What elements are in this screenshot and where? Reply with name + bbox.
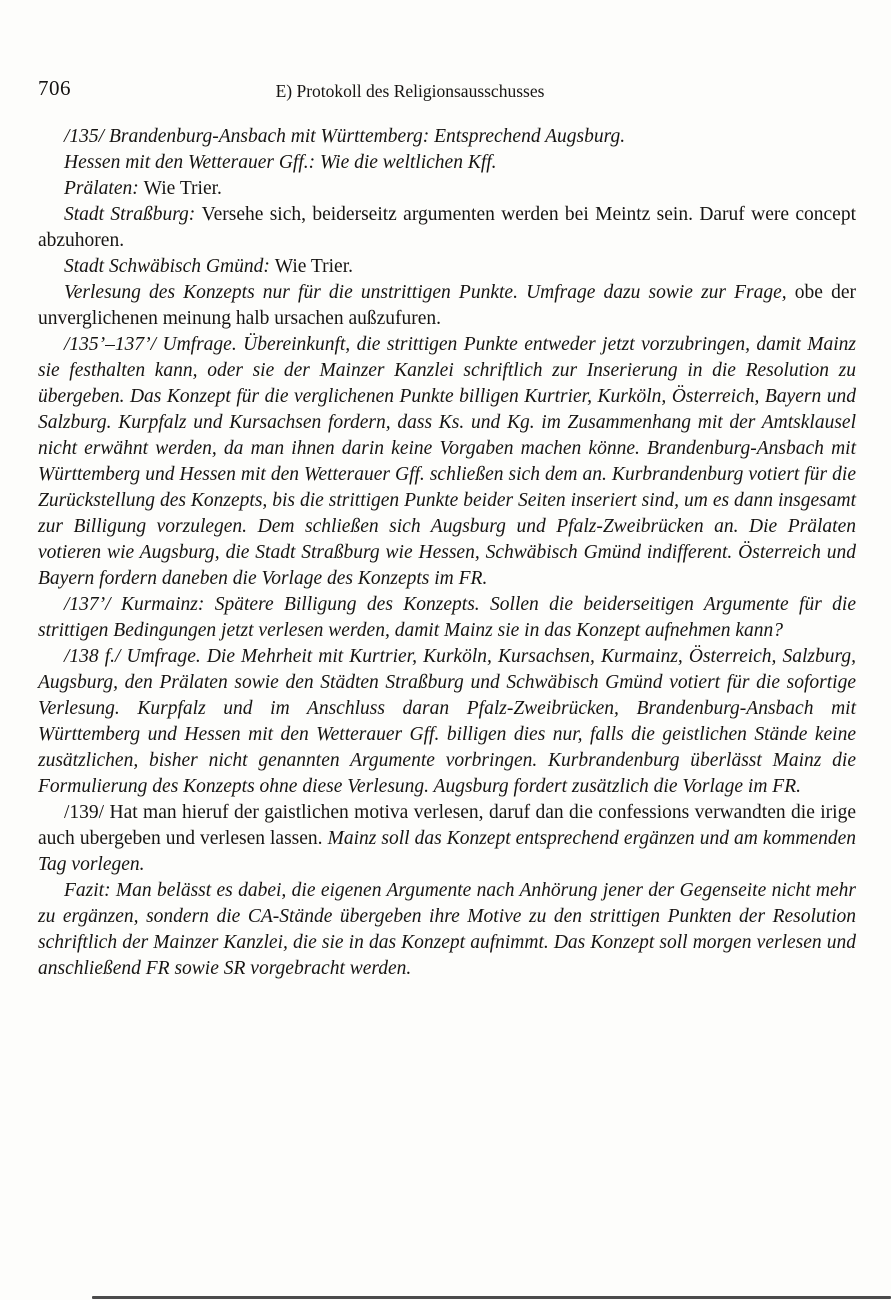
paragraph bbox=[38, 332, 856, 592]
italic-run: /135’–137’/ Umfrage. Übereinkunft, die strittigen Punkte entweder jetzt vorzubringen, damit Mainz sie festhalten kann, oder sie der Mainzer Kanzlei schriftlich zur Inserierung in die Resolution zu übergeben. Das Konzept für die verglichenen Punkte billigen Kurtrier, Kurköln, Österreich, Bayern und Salzburg. Kurpfalz und Kursachsen fordern, dass Ks. und Kg. im Zusammenhang mit der Amtsklausel nicht erwähnt werden, da man ihnen darin keine Vorgaben machen könne. Brandenburg-Ansbach mit Württemberg und Hessen mit den Wetterauer Gff. schließen sich dem an. Kurbrandenburg votiert für die Zurückstellung des Konzepts, bis die strittigen Punkte beider Seiten inseriert sind, um es dann insgesamt zur Billigung vorzulegen. Dem schließen sich Augsburg und Pfalz-Zweibrücken an. Die Prälaten votieren wie Augsburg, die Stadt Straßburg wie Hessen, Schwäbisch Gmünd indifferent. Österreich und Bayern fordern daneben die Vorlage des Konzepts im FR. bbox=[38, 334, 856, 589]
roman-run: Wie Trier. bbox=[274, 256, 354, 277]
running-title: E) Protokoll des Religionsausschusses bbox=[275, 81, 545, 101]
roman-run: Versehe sich, beiderseitz argumenten werden bei Meintz sein. Daruf were concept abzuhoren. bbox=[38, 204, 857, 251]
italic-run: /137’/ Kurmainz: Spätere Billigung des Konzepts. Sollen die beiderseitigen Argumente für die strittigen Bedingungen jetzt verlesen werden, damit Mainz sie in das Konzept aufnehmen kann? bbox=[38, 594, 856, 641]
roman-run: obe der unverglichenen meinung halb ursachen außzufuren. bbox=[38, 282, 856, 329]
italic-run: Prälaten: bbox=[64, 178, 144, 199]
italic-run: Stadt Straßburg: bbox=[64, 204, 202, 225]
text-body bbox=[38, 124, 856, 982]
paragraph bbox=[38, 878, 856, 982]
roman-run: Wie Trier. bbox=[143, 178, 222, 199]
italic-run: Hessen mit den Wetterauer Gff.: Wie die weltlichen Kff. bbox=[64, 152, 497, 173]
scan-edge-line bbox=[92, 1296, 891, 1299]
paragraph bbox=[38, 124, 856, 150]
italic-run: Mainz soll das Konzept entsprechend ergänzen und am kommenden Tag vorlegen. bbox=[38, 828, 856, 875]
italic-run: Verlesung des Konzepts nur für die unstrittigen Punkte. Umfrage dazu sowie zur Frage, bbox=[64, 282, 795, 303]
paragraph bbox=[38, 254, 856, 280]
italic-run: /135/ Brandenburg-Ansbach mit Württemberg: Entsprechend Augsburg. bbox=[64, 126, 626, 147]
paragraph bbox=[38, 592, 856, 644]
roman-run: /139/ Hat man hieruf der gaistlichen motiva verlesen, daruf dan die confessions verwandten die irige auch ubergeben und verlesen lassen. bbox=[38, 802, 856, 849]
paragraph bbox=[38, 202, 856, 254]
italic-run: Stadt Schwäbisch Gmünd: bbox=[64, 256, 275, 277]
italic-run: Fazit: Man belässt es dabei, die eigenen Argumente nach Anhörung jener der Gegenseite nicht mehr zu ergänzen, sondern die CA-Stände übergeben ihre Motive zu den strittigen Punkten der Resolution schriftlich der Mainzer Kanzlei, die sie in das Konzept aufnimmt. Das Konzept soll morgen verlesen und anschließend FR sowie SR vorgebracht werden. bbox=[38, 880, 856, 979]
page-number: 706 bbox=[38, 76, 71, 100]
paragraph bbox=[38, 800, 856, 878]
paragraph bbox=[38, 644, 856, 800]
italic-run: /138 f./ Umfrage. Die Mehrheit mit Kurtrier, Kurköln, Kursachsen, Kurmainz, Österreich, Salzburg, Augsburg, den Prälaten sowie den Städten Straßburg und Schwäbisch Gmünd votiert für die sofortige Verlesung. Kurpfalz und im Anschluss daran Pfalz-Zweibrücken, Brandenburg-Ansbach mit Württemberg und Hessen mit den Wetterauer Gff. billigen dies nur, falls die geistlichen Stände keine zusätzlichen, bisher nicht genannten Argumente vorbringen. Kurbrandenburg überlässt Mainz die Formulierung des Konzepts ohne diese Verlesung. Augsburg fordert zusätzlich die Vorlage im FR. bbox=[38, 646, 856, 797]
paragraph bbox=[38, 176, 856, 202]
paragraph bbox=[38, 280, 856, 332]
paragraph bbox=[38, 150, 856, 176]
